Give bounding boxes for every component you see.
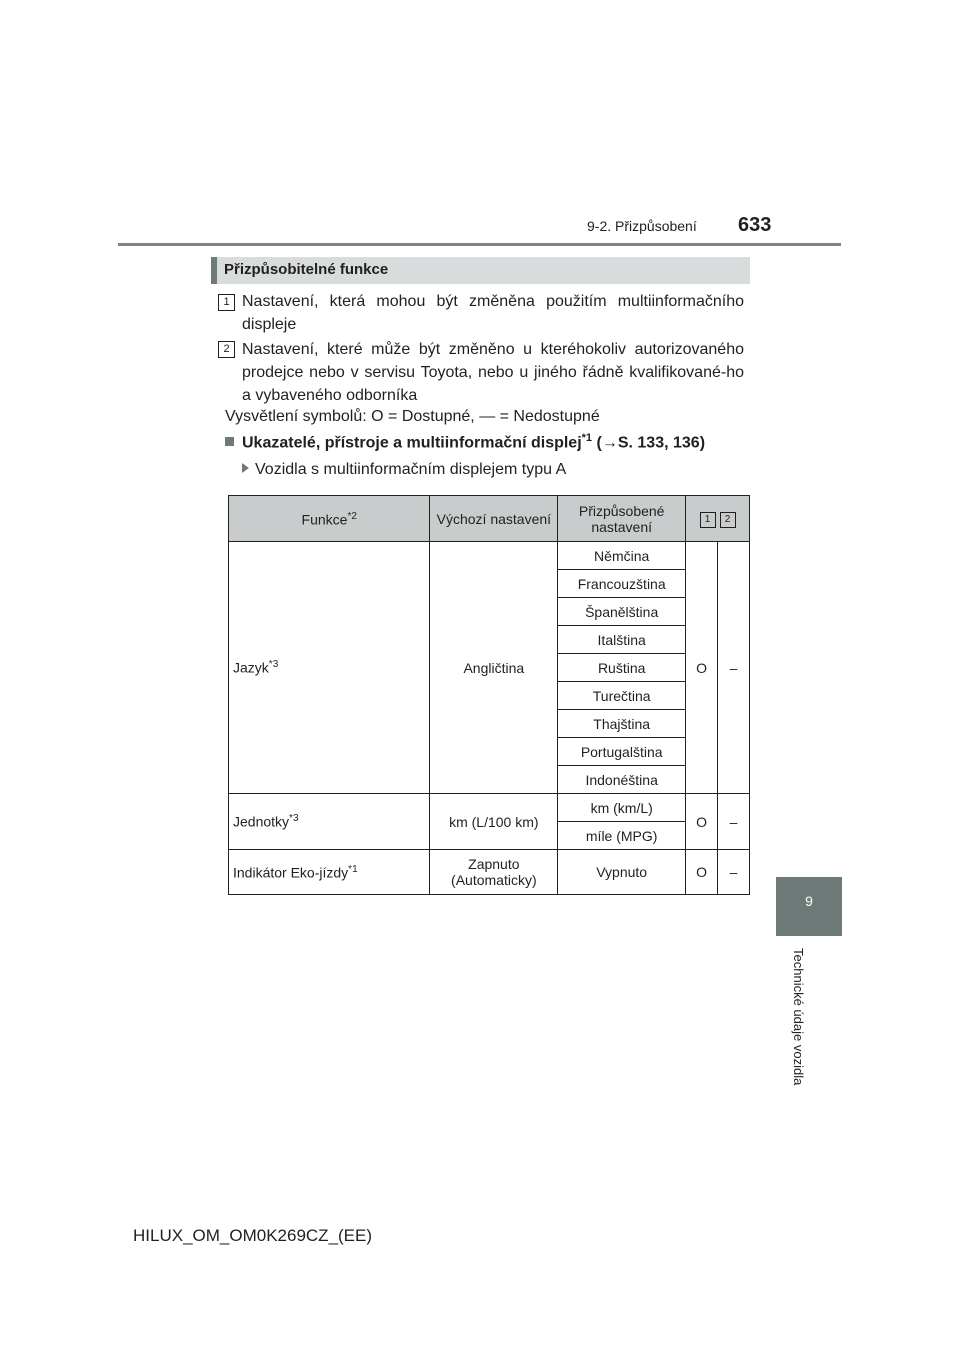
cell-option: Francouzština bbox=[558, 570, 686, 598]
cell-option: míle (MPG) bbox=[558, 822, 686, 850]
settings-table bbox=[228, 495, 750, 895]
cell-function: Jazyk$^{*3}$ bbox=[229, 542, 430, 794]
section-title: Přizpůsobitelné funkce bbox=[224, 261, 389, 278]
cell-option: Italština bbox=[558, 626, 686, 654]
footer-code: HILUX_OM_OM0K269CZ_(EE) bbox=[133, 1226, 373, 1245]
cell-option: Portugalština bbox=[558, 738, 686, 766]
section-header: 9-2. Přizpůsobení bbox=[587, 218, 697, 234]
item-number-2: 2 bbox=[218, 341, 235, 358]
header-funkce: Funkce$^{*2}$ bbox=[229, 496, 430, 542]
cell-col1: O bbox=[686, 850, 718, 895]
section-bar-accent bbox=[211, 257, 217, 284]
square-bullet-icon bbox=[225, 437, 234, 446]
cell-default: Zapnuto (Automaticky) bbox=[430, 850, 558, 895]
cell-default: Angličtina bbox=[430, 542, 558, 794]
cell-col2: – bbox=[718, 850, 750, 895]
subheading-footnote: *1 bbox=[581, 432, 593, 444]
variant-note bbox=[242, 461, 566, 479]
cell-col2: – bbox=[718, 542, 750, 794]
cell-option: Němčina bbox=[558, 542, 686, 570]
cell-option: Ruština bbox=[558, 654, 686, 682]
cell-function: Indikátor Eko-jízdy$^{*1}$ bbox=[229, 850, 430, 895]
table-row bbox=[229, 542, 750, 570]
table-row bbox=[229, 794, 750, 822]
header-default: Výchozí nastavení bbox=[430, 496, 558, 542]
cell-option: km (km/L) bbox=[558, 794, 686, 822]
item-number-1: 1 bbox=[218, 294, 235, 311]
cell-function: Jednotky$^{*3}$ bbox=[229, 794, 430, 850]
cell-option: Indonéština bbox=[558, 766, 686, 794]
subheading-text: Ukazatelé, přístroje a multiinformační displej bbox=[242, 434, 582, 452]
chapter-tab bbox=[776, 877, 842, 936]
subheading bbox=[225, 432, 705, 452]
item-text-2: Nastavení, které může být změněno u kteréhokoliv autorizovaného prodejce nebo v servisu Toyota, nebo u jiného řádně kvalifikované-ho a vybaveného odborníka bbox=[242, 341, 744, 404]
header-custom: Přizpůsobené nastavení bbox=[558, 496, 686, 542]
chapter-label: Technické údaje vozidla bbox=[791, 948, 806, 1086]
header-rule bbox=[118, 243, 841, 246]
page-number: 633 bbox=[738, 214, 772, 236]
section-bar bbox=[211, 257, 750, 284]
header-col-2: 2 bbox=[720, 512, 736, 528]
cell-col2: – bbox=[718, 794, 750, 850]
header-col-1: 1 bbox=[700, 512, 716, 528]
item-text-1: Nastavení, která mohou být změněna použitím multiinformačního displeje bbox=[242, 293, 744, 333]
table-header-row bbox=[229, 496, 750, 542]
variant-text: Vozidla s multiinformačním displejem typu A bbox=[255, 461, 567, 478]
cell-option: Vypnuto bbox=[558, 850, 686, 895]
triangle-bullet-icon bbox=[242, 463, 249, 473]
header-columns bbox=[686, 496, 750, 542]
cell-option: Turečtina bbox=[558, 682, 686, 710]
cell-option: Španělština bbox=[558, 598, 686, 626]
chapter-number: 9 bbox=[805, 893, 813, 909]
cell-col1: O bbox=[686, 542, 718, 794]
cell-col1: O bbox=[686, 794, 718, 850]
subheading-reference: (→S. 133, 136) bbox=[596, 434, 706, 452]
symbol-legend: Vysvětlení symbolů: O = Dostupné, — = Nedostupné bbox=[225, 408, 600, 425]
table-row bbox=[229, 850, 750, 895]
cell-default: km (L/100 km) bbox=[430, 794, 558, 850]
cell-option: Thajština bbox=[558, 710, 686, 738]
